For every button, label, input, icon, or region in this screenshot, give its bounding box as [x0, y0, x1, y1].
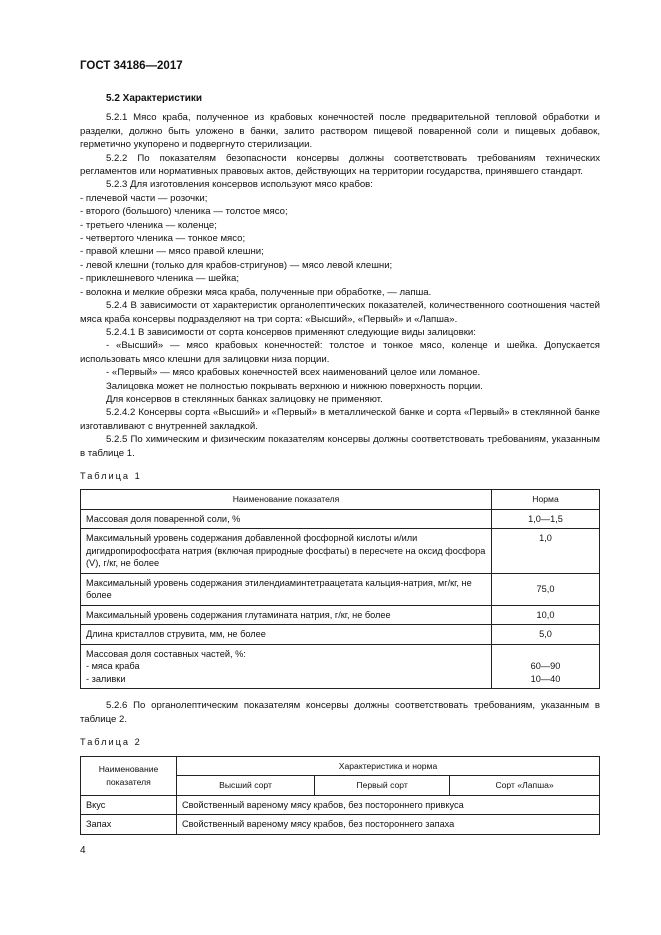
list-item: - приклешневого членика — шейка;	[80, 273, 239, 285]
list-item: - четвертого членика — тонкое мясо;	[80, 233, 246, 245]
table-row	[81, 605, 600, 625]
table2-header-lapsha: Сорт «Лапша»	[450, 776, 600, 796]
table1-cell-name: Максимальный уровень содержания глутамината натрия, г/кг, не более	[81, 605, 492, 625]
table2-cell-value: Свойственный вареному мясу крабов, без постороннего привкуса	[177, 795, 600, 815]
paragraph-5-2-5: 5.2.5 По химическим и физическим показателям консервы должны соответствовать требованиям, указанным в таблице 1.	[80, 434, 600, 459]
composition-crab: - мяса краба	[86, 661, 140, 672]
table2-header-group: Характеристика и норма	[177, 756, 600, 776]
list-item: - третьего членика — коленце;	[80, 219, 217, 231]
page-content	[80, 92, 600, 835]
table-row	[81, 815, 600, 835]
paragraph-5-2-2: 5.2.2 По показателям безопасности консервы должны соответствовать требованиям технических регламентов или нормативных правовых актов, действующих на территории государства, принявшего стандарт.	[80, 152, 600, 178]
table-row	[81, 573, 600, 605]
table1-cell-norm: 75,0	[492, 573, 600, 605]
table2-cell-name: Запах	[81, 815, 177, 835]
table1-cell-name: Длина кристаллов струвита, мм, не более	[81, 625, 492, 645]
table1-cell-composition	[81, 644, 492, 689]
list-item: - волокна и мелкие обрезки мяса краба, полученные при обработке, — лапша.	[80, 286, 432, 298]
table2-cell-name: Вкус	[81, 795, 177, 815]
table2-header-first: Первый сорт	[315, 776, 450, 796]
paragraph-lining-note: Залицовка может не полностью покрывать верхнюю и нижнюю поверхность порции.	[106, 380, 483, 392]
table1-header-name: Наименование показателя	[81, 490, 492, 510]
table-row	[81, 509, 600, 529]
table1-header-norm: Норма	[492, 490, 600, 510]
paragraph-5-2-1: 5.2.1 Мясо краба, полученное из крабовых конечностей после предварительной тепловой обработки и разделки, должно быть уложено в банки, залито раствором пищевой поваренной соли и пищевых добавок, герметично укупорено и подвергнуто стерилизации.	[80, 112, 600, 151]
table1-cell-name: Максимальный уровень содержания этилендиаминтетраацетата кальция-натрия, мг/кг, не более	[81, 573, 492, 605]
page-number: 4	[80, 845, 86, 856]
table2-caption: Таблица 2	[80, 737, 142, 748]
paragraph-5-2-6: 5.2.6 По органолептическим показателям консервы должны соответствовать требованиям, указанным в таблице 2.	[80, 700, 600, 725]
paragraph-grade-first: - «Первый» — мясо крабовых конечностей всех наименований целое или ломаное.	[106, 367, 481, 379]
table-row	[81, 529, 600, 574]
composition-label: Массовая доля составных частей, %:	[86, 648, 246, 659]
table-2	[80, 756, 600, 835]
table1-cell-composition-values	[492, 644, 600, 689]
list-item: - левой клешни (только для крабов-стригунов) — мясо левой клешни;	[80, 259, 393, 271]
composition-crab-value: 60—90	[530, 661, 561, 672]
table1-cell-norm: 1,0	[492, 529, 600, 574]
table1-caption: Таблица 1	[80, 470, 142, 481]
table1-cell-name: Массовая доля поваренной соли, %	[81, 509, 492, 529]
table2-header-name: Наименование показателя	[81, 756, 177, 795]
list-item: - правой клешни — мясо правой клешни;	[80, 246, 264, 258]
paragraph-5-2-4-1: 5.2.4.1 В зависимости от сорта консервов применяют следующие виды залицовки:	[106, 326, 476, 338]
list-item: - плечевой части — розочки;	[80, 192, 208, 204]
table-row	[81, 644, 600, 689]
section-title: 5.2 Характеристики	[106, 93, 203, 104]
table2-cell-value: Свойственный вареному мясу крабов, без постороннего запаха	[177, 815, 600, 835]
paragraph-5-2-4-2: 5.2.4.2 Консервы сорта «Высший» и «Первый» в металлической банке и сорта «Первый» в стеклянной банке изготавливают с внутренней закладкой.	[80, 407, 600, 432]
paragraph-5-2-4: 5.2.4 В зависимости от характеристик органолептических показателей, количественного соотношения частей мяса краба консервы подразделяют на три сорта: «Высший», «Первый» и «Лапша».	[80, 300, 600, 325]
standard-header: ГОСТ 34186—2017	[80, 60, 183, 72]
table1-cell-norm: 1,0—1,5	[492, 509, 600, 529]
table-row	[81, 625, 600, 645]
table-1	[80, 489, 600, 689]
list-item: - второго (большого) членика — толстое мясо;	[80, 206, 288, 218]
composition-brine-value: 10—40	[530, 673, 561, 684]
table1-cell-norm: 10,0	[492, 605, 600, 625]
table1-cell-name: Максимальный уровень содержания добавленной фосфорной кислоты и/или дигидропирофосфата натрия (включая природные фосфаты) в пересчете на оксид фосфора (V), г/кг, не более	[81, 529, 492, 574]
table1-cell-norm: 5,0	[492, 625, 600, 645]
table-row	[81, 795, 600, 815]
composition-brine: - заливки	[86, 673, 126, 684]
table2-header-highest: Высший сорт	[177, 776, 315, 796]
paragraph-glass-note: Для консервов в стеклянных банках залицовку не применяют.	[106, 393, 383, 405]
paragraph-grade-highest: - «Высший» — мясо крабовых конечностей: толстое и тонкое мясо, коленце и шейка. Допускается использовать мясо клешни для залицовки низа порции.	[80, 340, 600, 365]
paragraph-5-2-3: 5.2.3 Для изготовления консервов используют мясо крабов:	[106, 179, 373, 191]
